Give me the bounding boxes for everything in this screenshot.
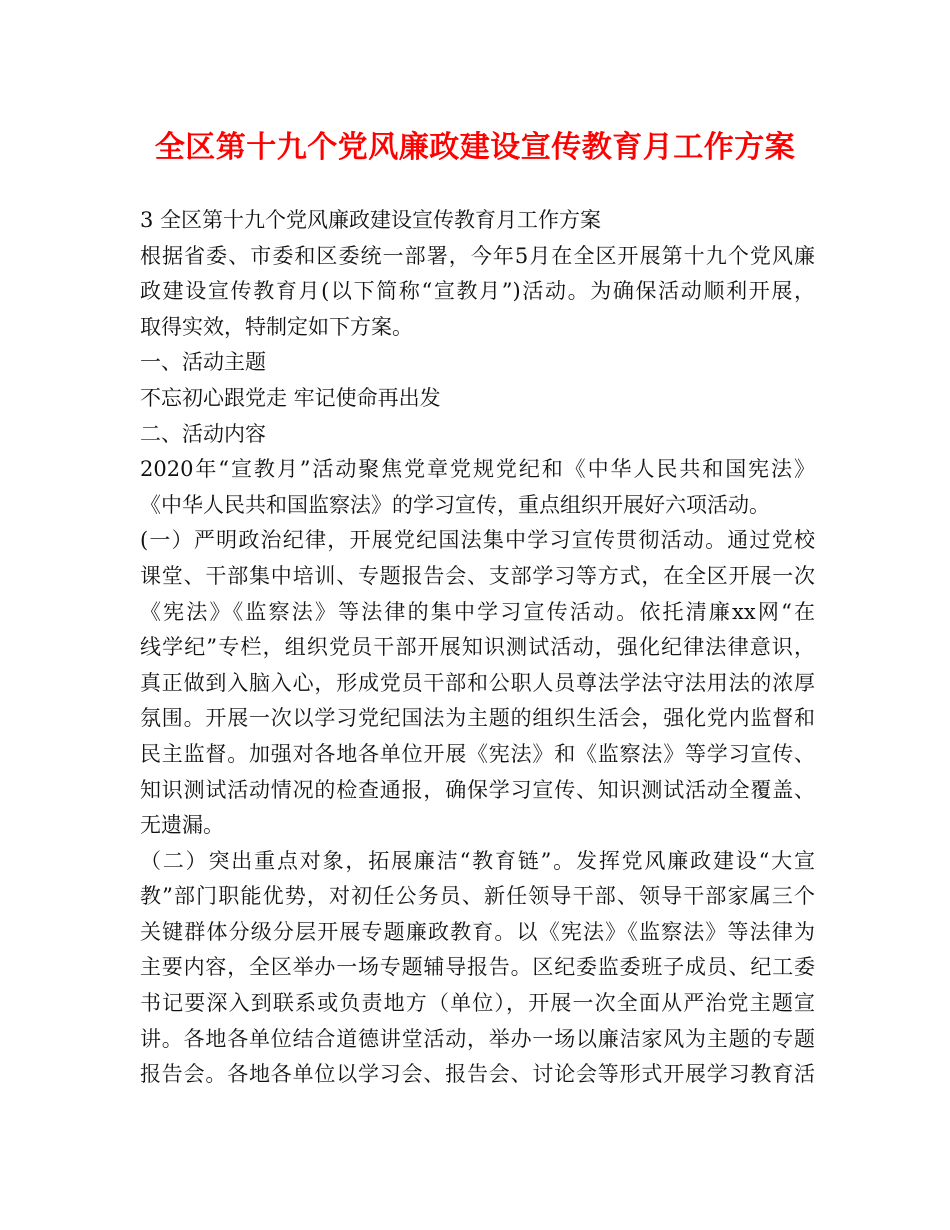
body-line: （二）突出重点对象，拓展廉洁“教育链”。发挥党风廉政建设“大宣 [140,848,815,873]
body-line: 《宪法》《监察法》等法律的集中学习宣传活动。依托清廉xx网“在 [140,599,815,624]
body-line: 《中华人民共和国监察法》的学习宣传，重点组织开展好六项活动。 [140,492,770,517]
body-line: 真正做到入脑入心，形成党员干部和公职人员尊法学法守法用法的浓厚 [140,670,815,695]
body-line: 书记要深入到联系或负责地方（单位），开展一次全面从严治党主题宣 [140,991,815,1016]
document-title: 全区第十九个党风廉政建设宣传教育月工作方案 [154,130,796,165]
body-line: 根据省委、市委和区委统一部署，今年5月在全区开展第十九个党风廉 [140,243,815,268]
body-line: (一）严明政治纪律，开展党纪国法集中学习宣传贯彻活动。通过党校 [140,528,815,553]
body-line: 氛围。开展一次以学习党纪国法为主题的组织生活会，强化党内监督和 [140,706,815,731]
body-line: 无遗漏。 [140,813,224,838]
body-line: 关键群体分级分层开展专题廉政教育。以《宪法》《监察法》等法律为 [140,919,815,944]
section-heading-content: 二、活动内容 [140,421,266,446]
body-line: 主要内容，全区举办一场专题辅导报告。区纪委监委班子成员、纪工委 [140,955,815,980]
body-line: 民主监督。加强对各地各单位开展《宪法》和《监察法》等学习宣传、 [140,741,815,766]
body-line: 报告会。各地各单位以学习会、报告会、讨论会等形式开展学习教育活 [140,1062,815,1087]
body-line: 线学纪”专栏，组织党员干部开展知识测试活动，强化纪律法律意识， [140,635,815,660]
body-line-subtitle: 3 全区第十九个党风廉政建设宣传教育月工作方案 [140,208,602,232]
body-line: 政建设宣传教育月(以下简称“宣教月”)活动。为确保活动顺利开展， [140,279,815,304]
theme-slogan: 不忘初心跟党走 牢记使命再出发 [140,385,441,410]
body-line: 教”部门职能优势，对初任公务员、新任领导干部、领导干部家属三个 [140,884,815,909]
body-line: 取得实效，特制定如下方案。 [140,314,413,339]
body-line: 2020年“宣教月”活动聚焦党章党规党纪和《中华人民共和国宪法》 [140,457,815,482]
body-line: 课堂、干部集中培训、专题报告会、支部学习等方式，在全区开展一次 [140,563,815,588]
body-line: 知识测试活动情况的检查通报，确保学习宣传、知识测试活动全覆盖、 [140,777,815,802]
document-body [140,203,815,1093]
section-heading-theme: 一、活动主题 [140,350,266,375]
body-line: 讲。各地各单位结合道德讲堂活动，举办一场以廉洁家风为主题的专题 [140,1026,815,1051]
